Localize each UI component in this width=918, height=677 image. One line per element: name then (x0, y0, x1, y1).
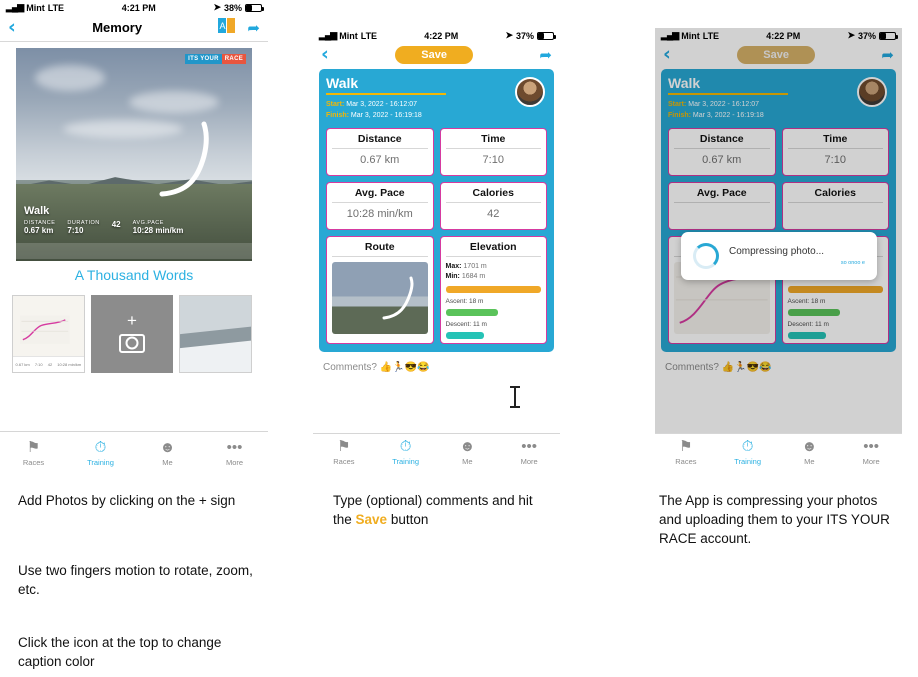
phone-screen-memory (0, 0, 268, 475)
camera-icon (119, 334, 145, 353)
instruction-part-1: Type (optional) comments and hit the (333, 493, 533, 527)
instruction-part-2: button (387, 512, 429, 527)
descent-label: Descent: 11 m (787, 321, 829, 328)
route-swoosh-icon (380, 276, 420, 322)
location-icon: ➤ (213, 2, 221, 12)
share-icon[interactable]: ➦ (247, 19, 260, 37)
phone-screen-uploading (655, 28, 902, 471)
stopwatch-icon: ⏱ (399, 438, 412, 455)
tab-training[interactable]: ⏱ Training (375, 439, 437, 466)
caption-color-icon[interactable] (218, 18, 235, 38)
back-chevron-icon[interactable]: ‹ (663, 43, 671, 65)
tab-races[interactable]: ⚑ Races (313, 439, 375, 466)
instruction-uploading: The App is compressing your photos and uploading them to your ITS YOUR RACE account. (659, 493, 890, 546)
stat-calories: 42 (111, 220, 121, 229)
workout-title: Walk (326, 75, 359, 91)
tab-bar-3 (655, 433, 902, 471)
thumbnail-strip (12, 295, 252, 373)
cloud-shape (35, 65, 105, 91)
location-icon: ➤ (847, 30, 855, 40)
carrier-label: Mint (339, 30, 358, 41)
network-label: LTE (47, 2, 65, 13)
signal-icon: ▂▄▆ (661, 30, 679, 40)
route-card[interactable]: Route (326, 236, 434, 344)
ascent-bar (446, 309, 499, 316)
metric-distance: Distance 0.67 km (668, 128, 776, 176)
loading-spinner (693, 243, 719, 269)
tab-me[interactable]: ☻ Me (437, 439, 499, 466)
stopwatch-icon: ⏱ (741, 438, 754, 455)
share-icon[interactable]: ➦ (539, 46, 552, 64)
metric-time: Time 7:10 (782, 128, 890, 176)
route-swoosh-icon (154, 120, 224, 200)
signal-icon: ▂▄▆ (6, 2, 24, 12)
elevation-max: Max: 1701 m (445, 263, 487, 270)
person-icon: ☻ (459, 438, 476, 455)
back-chevron-icon[interactable]: ‹ (321, 43, 329, 65)
workout-card-2 (319, 69, 554, 352)
carrier-label: Mint (681, 30, 700, 41)
status-time: 4:22 PM (424, 30, 459, 41)
nav-bar-2 (313, 42, 560, 67)
thumb-stats-row: 0.67 km 7:10 42 10:28 min/km (13, 356, 84, 372)
metric-calories: Calories (782, 182, 890, 230)
stat-duration: DURATION 7:10 (67, 220, 100, 235)
instruction-caption-color: Click the icon at the top to change caption color (18, 635, 222, 669)
location-icon: ➤ (505, 30, 513, 40)
flag-icon: ⚑ (679, 438, 693, 455)
battery-percent: 37% (857, 30, 876, 41)
share-icon[interactable]: ➦ (881, 46, 894, 64)
cloud-shape (129, 91, 219, 113)
text-cursor (514, 386, 516, 408)
status-time: 4:22 PM (766, 30, 801, 41)
tab-more: ••• More (840, 439, 902, 466)
person-icon: ☻ (159, 439, 176, 456)
tab-races: ⚑ Races (655, 439, 717, 466)
back-chevron-icon[interactable]: ‹ (8, 16, 16, 38)
metric-time: Time 7:10 (440, 128, 548, 176)
workout-finish: Finish: Mar 3, 2022 - 16:19:18 (326, 112, 422, 119)
tab-me[interactable]: ☻ Me (134, 440, 201, 467)
plus-icon: + (127, 310, 137, 330)
tab-training: ⏱ Training (717, 439, 779, 466)
tab-races[interactable]: ⚑ Races (0, 440, 67, 467)
photo-caption-overlay (24, 205, 183, 235)
battery-icon (537, 32, 554, 40)
add-photo-thumbnail[interactable] (91, 295, 173, 373)
route-photo (332, 262, 428, 334)
battery-icon (245, 4, 262, 12)
tab-training[interactable]: ⏱ Training (67, 440, 134, 467)
ascent-label: Ascent: 18 m (445, 298, 484, 305)
ellipsis-icon: ••• (863, 438, 879, 455)
ellipsis-icon: ••• (226, 439, 243, 456)
status-bar-2 (313, 28, 560, 42)
carrier-label: Mint (26, 2, 45, 13)
battery-percent: 37% (515, 30, 534, 41)
elevation-card: Elevation Max: 1701 m Min: 1684 m Ascent: 18 m Descent: 11 m (440, 236, 548, 344)
tab-more[interactable]: ••• More (498, 439, 560, 466)
status-bar-1 (0, 0, 268, 14)
tab-bar-1 (0, 431, 268, 475)
metric-calories: Calories 42 (440, 182, 548, 230)
its-your-race-badge: ITS YOUR RACE (185, 54, 246, 64)
flag-icon: ⚑ (337, 438, 351, 455)
metric-avg-pace: Avg. Pace 10:28 min/km (326, 182, 434, 230)
battery-percent: 38% (223, 2, 242, 13)
snow-photo-thumbnail[interactable] (179, 295, 252, 373)
descent-bar (446, 332, 484, 339)
ellipsis-icon: ••• (521, 438, 537, 455)
workout-start: Start: Mar 3, 2022 - 16:12:07 (668, 101, 760, 108)
stopwatch-icon: ⏱ (94, 439, 107, 456)
tab-bar-2 (313, 433, 560, 471)
workout-title: Walk (668, 75, 701, 91)
metric-distance: Distance 0.67 km (326, 128, 434, 176)
elevation-bar-max (446, 286, 542, 293)
stat-distance: DISTANCE 0.67 km (24, 220, 56, 235)
signal-icon: ▂▄▆ (319, 30, 337, 40)
comments-input[interactable]: Comments? 👍🏃😎😂 (323, 362, 430, 373)
instruction-add-photos: Add Photos by clicking on the + sign (18, 493, 236, 508)
descent-label: Descent: 11 m (445, 321, 487, 328)
save-word-highlight: Save (355, 512, 388, 527)
tab-more[interactable]: ••• More (201, 440, 268, 467)
save-button[interactable]: Save (395, 46, 473, 64)
map-thumbnail[interactable] (12, 295, 85, 373)
title-underline (326, 93, 446, 95)
flag-icon: ⚑ (26, 439, 41, 456)
toast-message: Compressing photo... (729, 246, 825, 257)
save-button: Save (737, 46, 815, 64)
nav-bar-1 (0, 14, 268, 42)
compressing-toast (681, 232, 877, 280)
comments-input: Comments? 👍🏃😎😂 (665, 362, 772, 373)
network-label: LTE (702, 30, 720, 41)
elevation-min: Min: 1684 m (445, 273, 486, 280)
phone-screen-save (313, 28, 560, 471)
photo-bottom-strip (16, 243, 252, 259)
tab-me: ☻ Me (779, 439, 841, 466)
svg-text:A: A (219, 20, 226, 31)
memory-caption[interactable]: A Thousand Words (74, 267, 194, 283)
page-title: Memory (92, 20, 143, 35)
workout-start: Start: Mar 3, 2022 - 16:12:07 (326, 101, 418, 108)
stat-avg-pace: AVG.PACE 10:28 min/km (132, 220, 184, 235)
ascent-label: Ascent: 18 m (787, 298, 826, 305)
metric-avg-pace: Avg. Pace (668, 182, 776, 230)
activity-title: Walk (24, 205, 50, 217)
avatar[interactable] (515, 77, 545, 107)
instruction-comments-save (333, 491, 543, 529)
memory-photo[interactable] (16, 48, 252, 261)
person-icon: ☻ (801, 438, 818, 455)
metric-grid-2 (326, 128, 547, 344)
instruction-two-finger: Use two fingers motion to rotate, zoom, etc. (18, 563, 253, 597)
workout-finish: Finish: Mar 3, 2022 - 16:19:18 (668, 112, 764, 119)
toast-subtext: so onoo e (840, 260, 865, 266)
route-map-icon (20, 310, 70, 350)
status-time: 4:21 PM (121, 2, 156, 13)
network-label: LTE (360, 30, 378, 41)
